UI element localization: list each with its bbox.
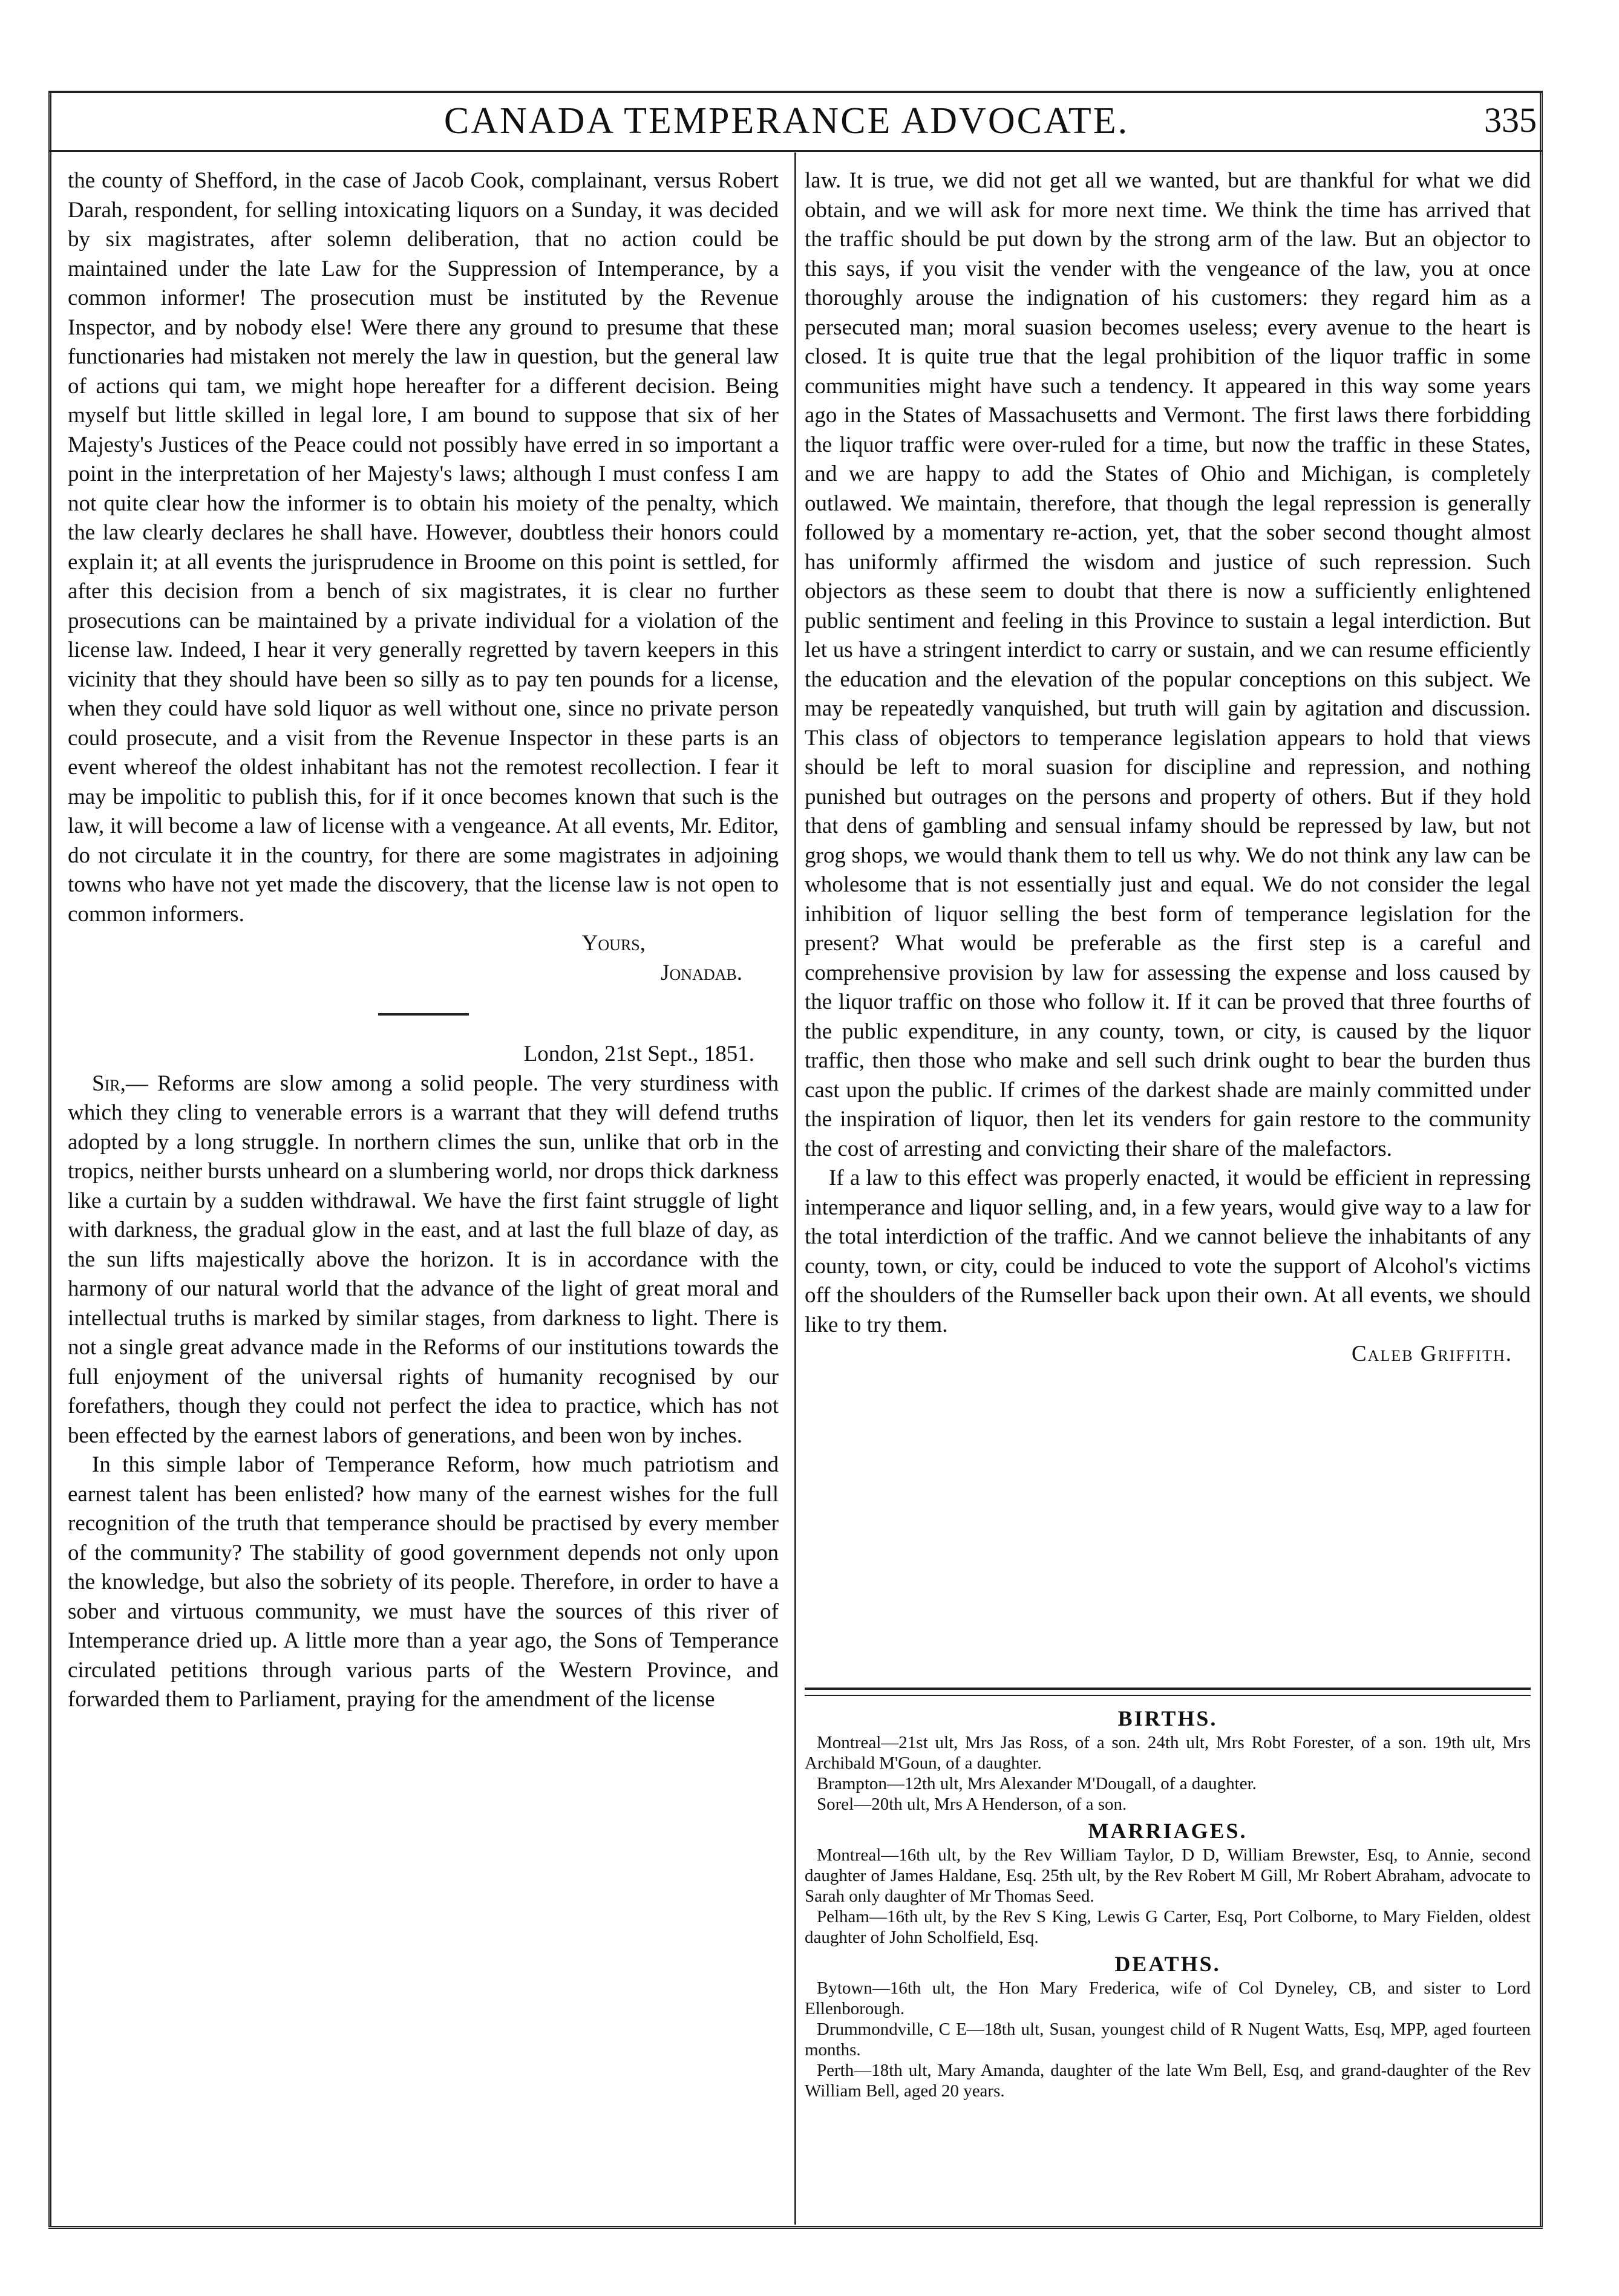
- letter-two-continued-paragraph: law. It is true, we did not get all we wanted, but are thankful for what we did obtain, and we will ask for more next time. We think the time has arrived that the traffic should be put down by the strong arm of the law. But an objector to this says, if you visit the vender with the vengeance of the law, you at once thoroughly arouse the indignation of his customers: they regard him as a persecuted man; moral suasion becomes useless; every avenue to the heart is closed. It is quite true that the legal prohibition of the liquor traffic in some communities might have such a tendency. It appeared in this way some years ago in the States of Massachusetts and Vermont. The first laws there forbidding the liquor traffic were over-ruled for a time, but now the traffic in these States, and we are happy to add the States of Ohio and Michigan, is completely outlawed. We maintain, therefore, that though the legal repression is generally followed by a momentary re-action, yet, that the sober second thought almost has uniformly affirmed the wisdom and justice of such repression. Such objectors as these seem to doubt that there is now a sufficiently enlightened public sentiment and feeling in this Province to sustain a legal interdiction. But let us have a stringent interdict to carry or sustain, and we can resume efficiently the education and the elevation of the popular conceptions on this subject. We may be repeatedly vanquished, but truth will gain by agitation and discussion. This class of objectors to temperance legislation appears to hold that views should be left to moral suasion for discipline and repression, and nothing punished but outrages on the persons and property of others. But if they hold that dens of gambling and sensual infamy should be repressed by law, but not grog shops, we would thank them to tell us why. We do not think any law can be wholesome that is not essentially just and equal. We do not consider the legal inhibition of liquor selling the best form of temperance legislation for the present? What would be preferable as the first step is a careful and comprehensive provision by law for assessing the expense and loss caused by the liquor traffic on those who follow it. If it can be proved that three fourths of the public expenditure, in any county, town, or city, is caused by the liquor traffic, then those who make and sell such drink ought to bear the burden thus cast upon the public. If crimes of the darkest shade are mainly committed under the inspiration of liquor, then let its venders for gain restore to the community the cost of arresting and convicting their share of the malefactors.: [805, 168, 1531, 1161]
- letter-two-paragraph-one: [68, 1069, 779, 1451]
- letter-two-dateline: London, 21st Sept., 1851.: [523, 1042, 754, 1066]
- death-notice: Bytown—16th ult, the Hon Mary Frederica, wife of Col Dyneley, CB, and sister to Lord Ellenborough.: [805, 1978, 1531, 2018]
- births-heading: BIRTHS.: [1117, 1706, 1218, 1730]
- notices-top-rule: [805, 1688, 1531, 1696]
- right-border-rule: [1540, 91, 1543, 2226]
- masthead-title: CANADA TEMPERANCE ADVOCATE.: [443, 100, 1130, 142]
- top-border-rule: [48, 91, 1543, 93]
- birth-notice: Brampton—12th ult, Mrs Alexander M'Dougall, of a daughter.: [817, 1774, 1257, 1793]
- marriages-heading: MARRIAGES.: [1088, 1819, 1248, 1843]
- bottom-border-rule: [48, 2226, 1543, 2229]
- page-number: 335: [1484, 100, 1537, 140]
- right-column: [805, 166, 1531, 1369]
- column-divider: [794, 152, 796, 2225]
- header-underline-rule: [48, 150, 1543, 152]
- marriage-notice: Montreal—16th ult, by the Rev William Taylor, D D, William Brewster, Esq, to Annie, second daughter of James Haldane, Esq. 25th ult, by the Rev Robert M Gill, Mr Robert Abraham, advocate to Sarah only daughter of Mr Thomas Seed.: [805, 1845, 1531, 1906]
- letter-one-signature: Jonadab.: [661, 960, 742, 985]
- letter-two-signature: Caleb Griffith.: [1351, 1342, 1513, 1366]
- left-border-rule: [48, 91, 51, 2226]
- notices-section: [805, 1688, 1531, 2101]
- letter-two-salutation: Sir,: [92, 1071, 126, 1096]
- letter-one-body: the county of Shefford, in the case of Jacob Cook, complainant, versus Robert Darah, respondent, for selling intoxicating liquors on a Sunday, it was decided by six magistrates, after solemn deliberation, that no action could be maintained under the late Law for the Suppression of Intemperance, by a common informer! The prosecution must be instituted by the Revenue Inspector, and by nobody else! Were there any ground to presume that these functionaries had mistaken not merely the law in question, but the general law of actions qui tam, we might hope hereafter for a different decision. Being myself but little skilled in legal lore, I am bound to suppose that six of her Majesty's Justices of the Peace could not possibly have erred in so important a point in the interpretation of her Majesty's laws; although I must confess I am not quite clear how the informer is to obtain his moiety of the penalty, which the law clearly declares he shall have. However, doubtless their honors could explain it; at all events the jurisprudence in Broome on this point is settled, for after this decision from a bench of six magistrates, it is clear no further prosecutions can be maintained by a private individual for a violation of the license law. Indeed, I hear it very generally regretted by tavern keepers in this vicinity that they should have been so silly as to pay ten pounds for a license, when they could have sold liquor as well without one, since no private person could prosecute, and a visit from the Revenue Inspector in these parts is an event whereof the oldest inhabitant has not the remotest recollection. I fear it may be impolitic to publish this, for if it once becomes known that such is the law, it will become a law of license with a vengeance. At all events, Mr. Editor, do not circulate it in the country, for there are some magistrates in adjoining towns who have not yet made the discovery, that the license law is not open to common informers.: [68, 168, 779, 927]
- letter-one-sign-off: Yours,: [581, 931, 646, 956]
- letter-two-closing-paragraph: If a law to this effect was properly enacted, it would be efficient in repressing intemperance and liquor selling, and, in a few years, would give way to a law for the total interdiction of the traffic. And we cannot believe the inhabitants of any county, town, or city, could be induced to vote the support of Alcohol's victims off the shoulders of the Rumseller back upon their own. At all events, we should like to try them.: [805, 1166, 1531, 1337]
- deaths-heading: DEATHS.: [1114, 1952, 1221, 1976]
- left-column: [68, 166, 779, 1715]
- letter-two-paragraph-two: In this simple labor of Temperance Reform, how much patriotism and earnest talent has been enlisted? how many of the earnest wishes for the full recognition of the truth that temperance should be practised by every member of the community? The stability of good government depends not only upon the knowledge, but also the sobriety of its people. Therefore, in order to have a sober and virtuous community, we must have the sources of this river of Intemperance dried up. A little more than a year ago, the Sons of Temperance circulated petitions through various parts of the Western Province, and forwarded them to Parliament, praying for the amendment of the license: [68, 1452, 779, 1712]
- birth-notice: Montreal—21st ult, Mrs Jas Ross, of a son. 24th ult, Mrs Robt Forester, of a son. 19th ult, Mrs Archibald M'Goun, of a daughter.: [805, 1733, 1531, 1773]
- section-separator-rule: [378, 1013, 469, 1016]
- letter-two-paragraph-one-text: — Reforms are slow among a solid people. The very sturdiness with which they cling to venerable errors is a warrant that they will defend truths adopted by a long struggle. In northern climes the sun, unlike that orb in the tropics, neither bursts unheard on a slumbering world, nor drops thick darkness like a curtain by a sudden withdrawal. We have the first faint struggle of light with darkness, the gradual glow in the east, and at last the full blaze of day, as the sun lifts majestically above the horizon. It is in accordance with the harmony of our natural world that the advance of the light of great moral and intellectual truths is marked by similar stages, from darkness to light. There is not a single great advance made in the Reforms of our institutions towards the full enjoyment of the universal rights of humanity recognised by our forefathers, though they could not perfect the idea to practice, which has not been effected by the earnest labors of generations, and been won by inches.: [68, 1071, 779, 1448]
- death-notice: Perth—18th ult, Mary Amanda, daughter of the late Wm Bell, Esq, and grand-daughter of the Rev William Bell, aged 20 years.: [805, 2061, 1531, 2101]
- death-notice: Drummondville, C E—18th ult, Susan, youngest child of R Nugent Watts, Esq, MPP, aged fourteen months.: [805, 2020, 1531, 2060]
- birth-notice: Sorel—20th ult, Mrs A Henderson, of a son.: [817, 1795, 1127, 1814]
- marriage-notice: Pelham—16th ult, by the Rev S King, Lewis G Carter, Esq, Port Colborne, to Mary Fielden, oldest daughter of John Scholfield, Esq.: [805, 1907, 1531, 1947]
